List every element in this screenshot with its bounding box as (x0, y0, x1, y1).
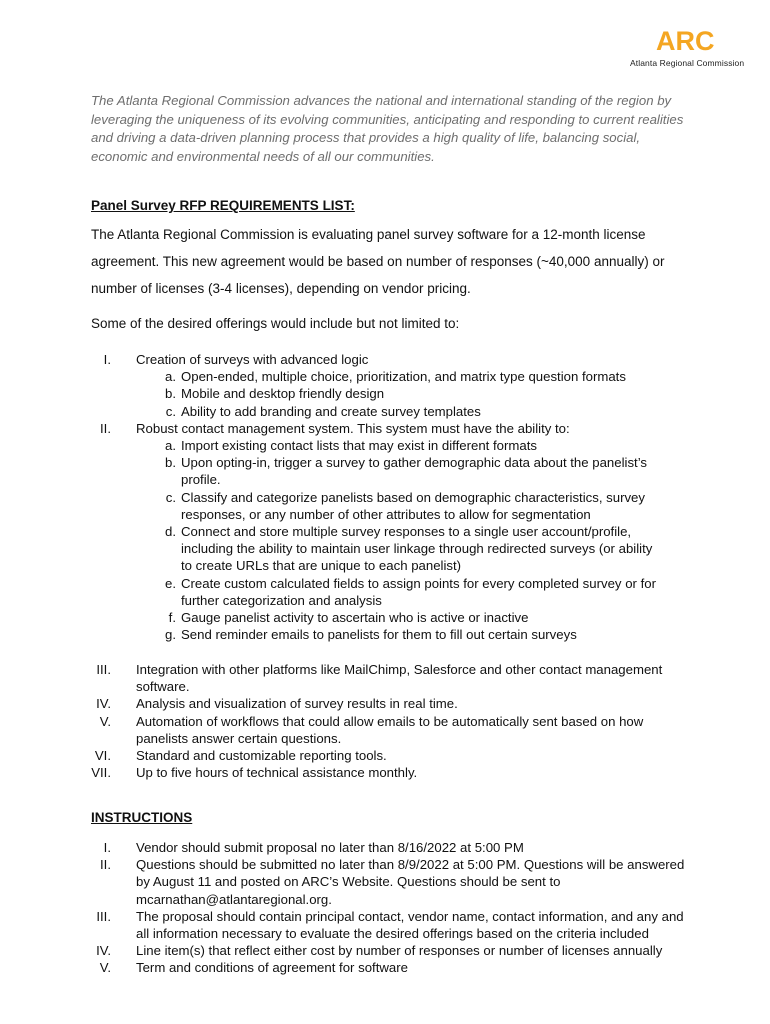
list-item: IV. Analysis and visualization of survey results in real time. (96, 696, 458, 712)
sub-item: d. Connect and store multiple survey responses to a single user account/profile, including the ability to maintain user linkage through redirected surveys (or ability to create URLs that are unique to each panelist) (165, 524, 653, 574)
list-item: III. Integration with other platforms like MailChimp, Salesforce and other contact management software. (96, 662, 663, 695)
list-item: III. The proposal should contain principal contact, vendor name, contact information, and any and all information necessary to evaluate the desired offerings based on the criteria included (96, 908, 684, 942)
arc-logo-text: ARC (656, 26, 715, 56)
sub-item: a. Open-ended, multiple choice, prioritization, and matrix type question formats (165, 369, 626, 385)
list-item: VI. Standard and customizable reporting tools. (94, 748, 387, 764)
sub-item: a. Import existing contact lists that may exist in different formats (165, 438, 537, 454)
instructions-heading: INSTRUCTIONS (91, 810, 193, 825)
sub-item: b. Mobile and desktop friendly design (165, 386, 385, 402)
list-item: II. Robust contact management system. This system must have the ability to: (100, 420, 570, 436)
requirements-heading: Panel Survey RFP REQUIREMENTS LIST: (91, 198, 355, 213)
list-item: IV. Line item(s) that reflect either cost by number of responses or number of licenses annually (96, 943, 663, 959)
sub-item: e. Create custom calculated fields to assign points for every completed survey or for further categorization and analysis (165, 575, 656, 608)
requirements-list-1 (0, 351, 770, 643)
sub-item: g. Send reminder emails to panelists for them to fill out certain surveys (165, 627, 577, 643)
sub-item: b. Upon opting-in, trigger a survey to gather demographic data about the panelist’s profile. (165, 455, 648, 488)
sub-item: f. Gauge panelist activity to ascertain who is active or inactive (168, 610, 529, 626)
list-item: V. Term and conditions of agreement for software (99, 960, 408, 976)
sub-item: c. Ability to add branding and create survey templates (165, 403, 481, 419)
list-item: VII. Up to five hours of technical assistance monthly. (91, 765, 418, 781)
list-item: I. Vendor should submit proposal no later than 8/16/2022 at 5:00 PM (103, 840, 524, 855)
sub-item: c. Classify and categorize panelists based on demographic characteristics, survey responses, or any number of other attributes to allow for segmentation (165, 489, 645, 522)
requirements-list-2 (0, 661, 770, 781)
instructions-list (0, 839, 770, 977)
offerings-intro: Some of the desired offerings would include but not limited to: (91, 316, 460, 331)
list-item: V. Automation of workflows that could allow emails to be automatically sent based on how panelists answer certain questions. (99, 713, 644, 746)
logo-subtitle: Atlanta Regional Commission (630, 58, 745, 68)
list-item: II. Questions should be submitted no later than 8/9/2022 at 5:00 PM. Questions will be answered by August 11 and posted on ARC’s Website. Questions should be sent to mcarnathan@atlantaregional.org. (100, 857, 685, 907)
mission-statement: The Atlanta Regional Commission advances the national and international standing of the region by leveraging the uniqueness of its evolving communities, anticipating and responding to current realities and driving a data-driven planning process that provides a high quality of life, balancing social, economic and environmental needs of all our communities. (91, 93, 684, 164)
list-item: I. Creation of surveys with advanced logic (103, 352, 369, 367)
requirements-intro: The Atlanta Regional Commission is evaluating panel survey software for a 12-month license agreement. This new agreement would be based on number of responses (~40,000 annually) or number of licenses (3-4 licenses), depending on vendor pricing. (91, 227, 665, 296)
